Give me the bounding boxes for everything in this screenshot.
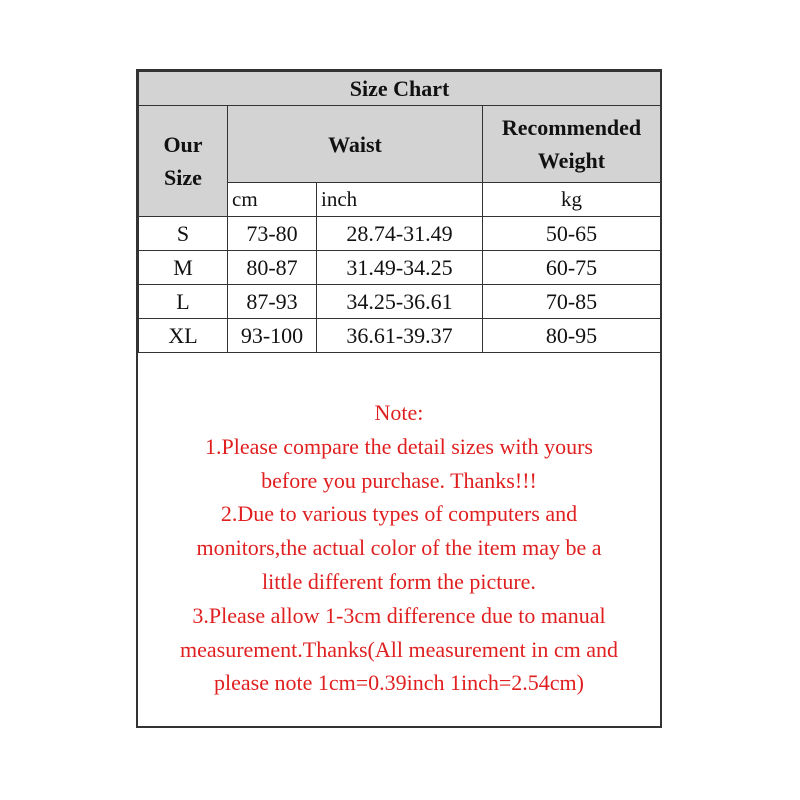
note-line: 1.Please compare the detail sizes with yours	[205, 433, 593, 459]
size-chart	[136, 69, 662, 728]
inch-cell: 28.74-31.49	[317, 217, 483, 251]
size-table	[138, 71, 661, 353]
size-cell: L	[139, 285, 228, 319]
cm-cell: 87-93	[228, 285, 317, 319]
note-line: little different form the picture.	[262, 568, 536, 594]
our-size-header	[139, 106, 228, 217]
weight-header	[483, 106, 661, 183]
note-line: please note 1cm=0.39inch 1inch=2.54cm)	[214, 670, 584, 696]
unit-kg: kg	[483, 183, 661, 217]
weight-line-2: Weight	[537, 148, 606, 173]
kg-cell: 60-75	[483, 251, 661, 285]
note-line: 3.Please allow 1-3cm difference due to manual	[192, 602, 606, 628]
size-cell: S	[139, 217, 228, 251]
kg-cell: 50-65	[483, 217, 661, 251]
note-line: 2.Due to various types of computers and	[220, 501, 578, 527]
waist-header: Waist	[228, 106, 483, 183]
unit-cm: cm	[228, 183, 317, 217]
size-cell: M	[139, 251, 228, 285]
note-text	[138, 396, 660, 700]
header-row	[139, 106, 661, 183]
table-row	[139, 251, 661, 285]
note-line: monitors,the actual color of the item may be a	[196, 535, 602, 561]
table-row	[139, 319, 661, 353]
note-line: measurement.Thanks(All measurement in cm and	[179, 636, 619, 662]
unit-inch: inch	[317, 183, 483, 217]
cm-cell: 80-87	[228, 251, 317, 285]
inch-cell: 34.25-36.61	[317, 285, 483, 319]
cm-cell: 73-80	[228, 217, 317, 251]
inch-cell: 31.49-34.25	[317, 251, 483, 285]
note-line: before you purchase. Thanks!!!	[261, 467, 537, 493]
kg-cell: 70-85	[483, 285, 661, 319]
inch-cell: 36.61-39.37	[317, 319, 483, 353]
table-row	[139, 217, 661, 251]
table-title: Size Chart	[139, 72, 661, 106]
weight-line-1: Recommended	[501, 115, 642, 140]
kg-cell: 80-95	[483, 319, 661, 353]
cm-cell: 93-100	[228, 319, 317, 353]
our-size-line-1: Our	[163, 132, 203, 157]
note-line: Note:	[374, 400, 424, 425]
our-size-line-2: Size	[164, 165, 202, 190]
size-cell: XL	[139, 319, 228, 353]
title-row	[139, 72, 661, 106]
table-row	[139, 285, 661, 319]
